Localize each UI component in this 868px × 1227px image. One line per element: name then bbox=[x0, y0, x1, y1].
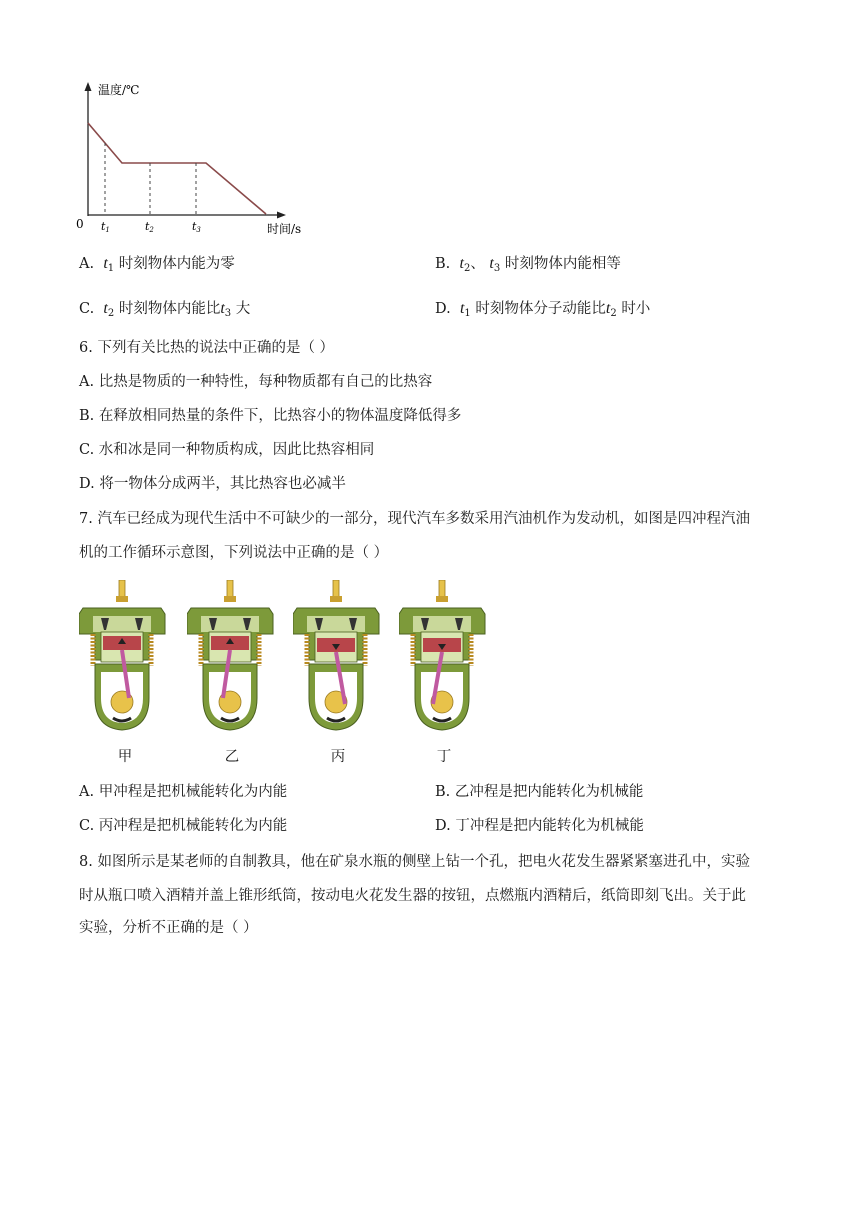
origin-label: 0 bbox=[76, 217, 84, 231]
q5-option-b[interactable]: B. $t_2$、 $t_3$ 时刻物体内能相等 bbox=[435, 255, 621, 274]
x-axis-label: 时间/s bbox=[267, 222, 302, 236]
q6-stem: 6. 下列有关比热的说法中正确的是（ ） bbox=[79, 340, 335, 356]
engine-diagram-jia bbox=[79, 580, 169, 740]
tick-t2: t2 bbox=[145, 220, 154, 234]
q8-stem-line2: 时从瓶口喷入酒精并盖上锥形纸筒，按动电火花发生器的按钮，点燃瓶内酒精后，纸筒即刻飞出。关于此 bbox=[79, 888, 746, 904]
engine-diagram-bing bbox=[293, 580, 383, 740]
q7-stem-line2: 机的工作循环示意图，下列说法中正确的是（ ） bbox=[79, 545, 389, 561]
engine-label-bing: 丙 bbox=[330, 749, 346, 765]
q7-option-a[interactable]: A. 甲冲程是把机械能转化为内能 bbox=[79, 784, 288, 800]
q7-stem-line1: 7. 汽车已经成为现代生活中不可缺少的一部分，现代汽车多数采用汽油机作为发动机，如图是四冲程汽油 bbox=[79, 511, 750, 527]
graph-svg bbox=[70, 78, 320, 248]
engine-label-ding: 丁 bbox=[436, 749, 452, 765]
engine-label-yi: 乙 bbox=[224, 749, 240, 765]
q5-option-d[interactable]: D. $t_1$ 时刻物体分子动能比$t_2$ 时小 bbox=[435, 300, 651, 319]
q6-option-b[interactable]: B. 在释放相同热量的条件下，比热容小的物体温度降低得多 bbox=[79, 408, 462, 424]
q7-option-d[interactable]: D. 丁冲程是把内能转化为机械能 bbox=[435, 818, 644, 834]
engine-diagram-yi bbox=[187, 580, 277, 740]
x-axis-arrow bbox=[277, 212, 286, 219]
engine-label-jia: 甲 bbox=[117, 749, 133, 765]
q6-option-d[interactable]: D. 将一物体分成两半，其比热容也必减半 bbox=[79, 476, 346, 492]
q5-option-c[interactable]: C. $t_2$ 时刻物体内能比$t_3$ 大 bbox=[79, 300, 251, 319]
q7-option-c[interactable]: C. 丙冲程是把机械能转化为内能 bbox=[79, 818, 288, 834]
q8-stem-line3: 实验，分析不正确的是（ ） bbox=[79, 920, 258, 936]
q5-option-a[interactable]: A. $t_1$ 时刻物体内能为零 bbox=[79, 255, 235, 274]
engine-diagram-ding bbox=[399, 580, 489, 740]
q7-option-b[interactable]: B. 乙冲程是把内能转化为机械能 bbox=[435, 784, 644, 800]
tick-t1: t1 bbox=[101, 220, 110, 234]
tick-t3: t3 bbox=[192, 220, 201, 234]
y-axis-label: 温度/℃ bbox=[98, 83, 140, 97]
cooling-curve bbox=[88, 123, 266, 214]
temperature-time-graph bbox=[70, 78, 320, 248]
q6-option-c[interactable]: C. 水和冰是同一种物质构成，因此比热容相同 bbox=[79, 442, 375, 458]
q6-option-a[interactable]: A. 比热是物质的一种特性，每种物质都有自己的比热容 bbox=[79, 374, 433, 390]
y-axis-arrow bbox=[85, 82, 92, 91]
q8-stem-line1: 8. 如图所示是某老师的自制教具，他在矿泉水瓶的侧壁上钻一个孔，把电火花发生器紧紧塞进孔中，实验 bbox=[79, 854, 750, 870]
